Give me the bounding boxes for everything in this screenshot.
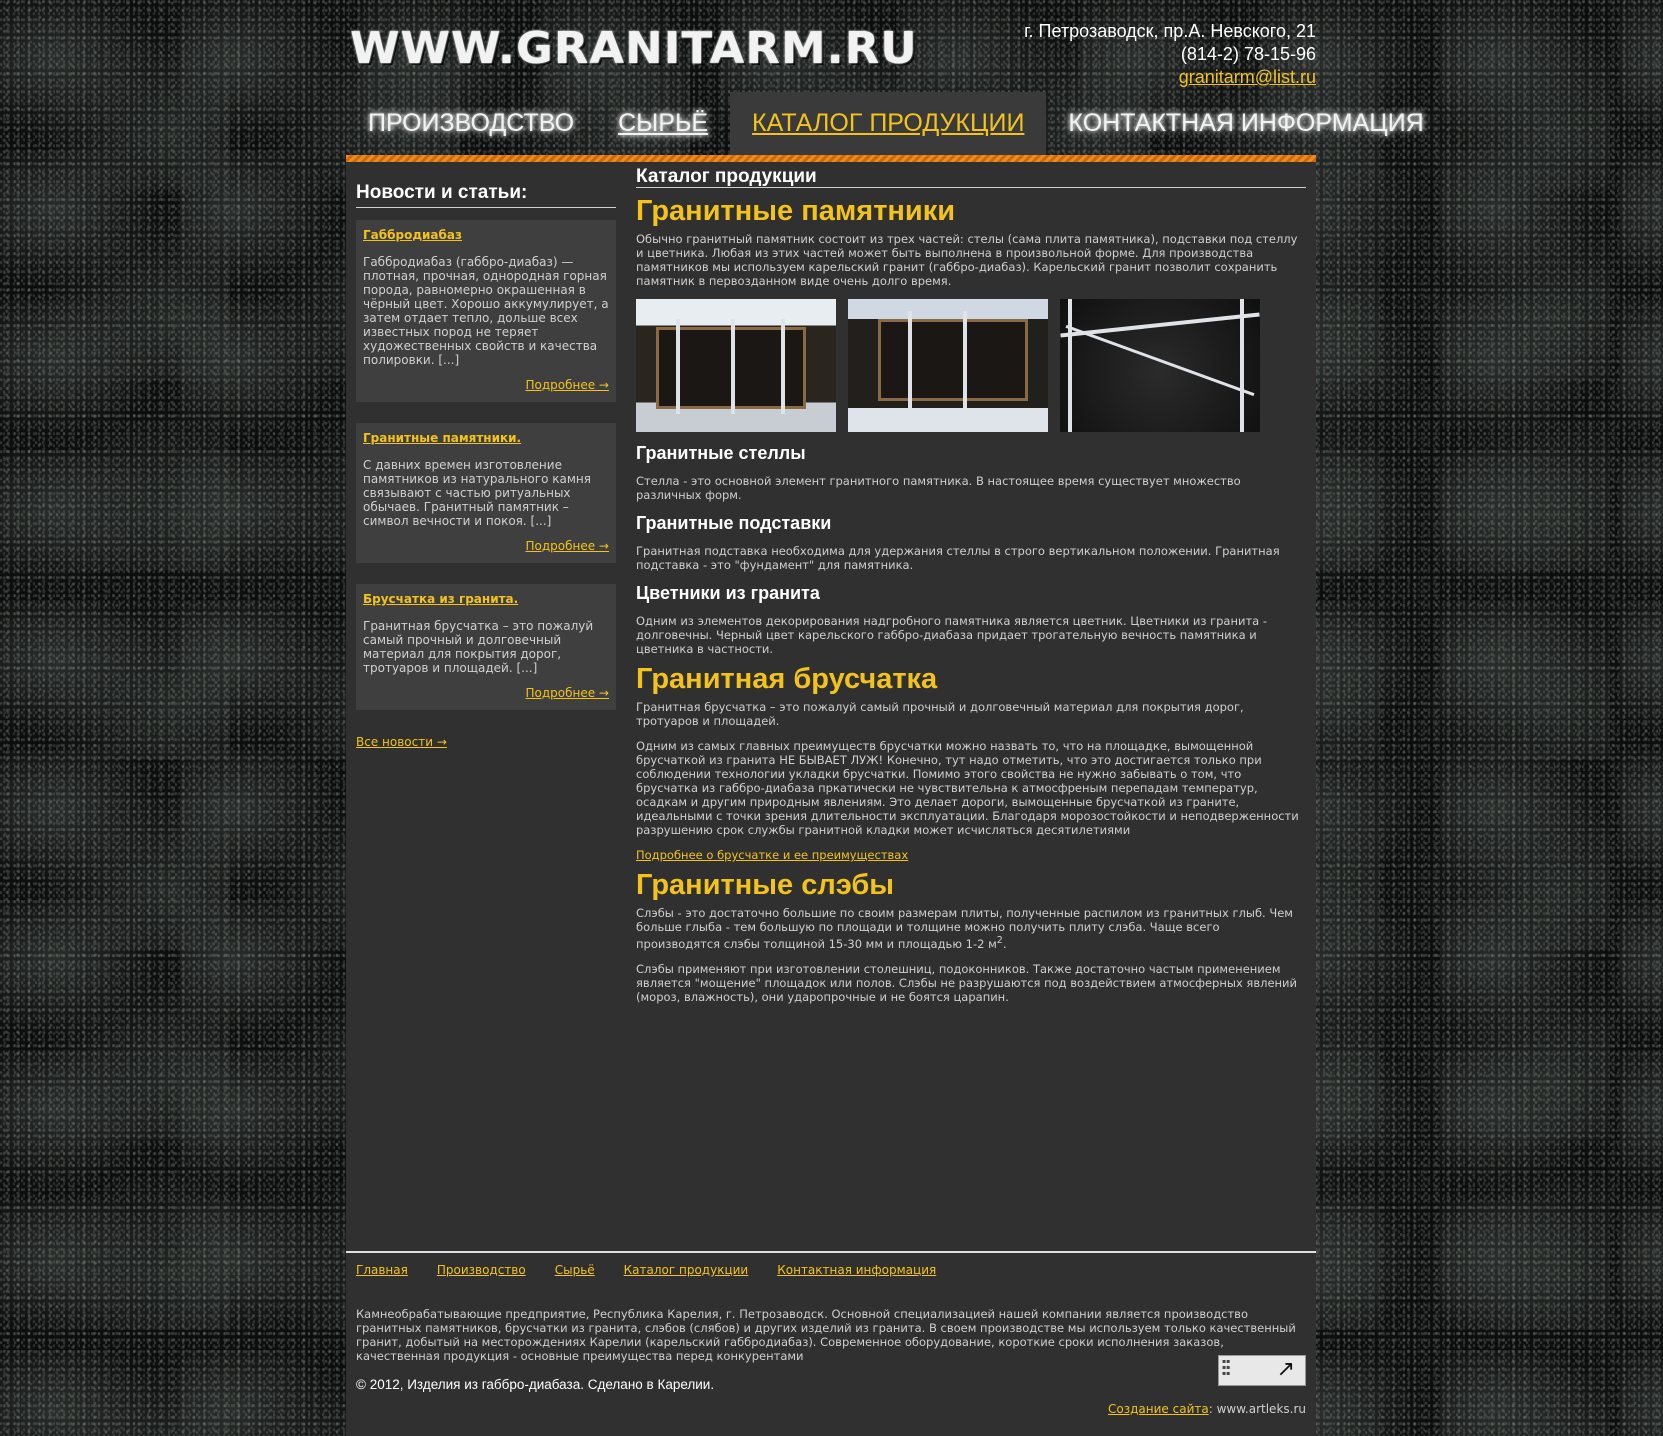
menu-item-catalog[interactable]: КАТАЛОГ ПРОДУКЦИИ <box>730 92 1046 155</box>
section-text <box>636 906 1306 951</box>
news-title[interactable]: Гранитные памятники. <box>363 431 522 445</box>
credit-link[interactable]: Создание сайта <box>1108 1402 1209 1416</box>
news-item <box>356 423 616 563</box>
logo-text: WWW.GRANITARM.RU <box>350 22 918 74</box>
product-photo[interactable] <box>1060 299 1260 432</box>
news-more-link[interactable]: Подробнее → <box>525 686 609 700</box>
content <box>636 166 1306 1015</box>
header <box>346 0 1424 155</box>
sidebar <box>356 182 616 750</box>
footer-link-home[interactable]: Главная <box>356 1263 408 1277</box>
page-wrapper <box>346 0 1424 1416</box>
menu-item-production[interactable]: ПРОИЗВОДСТВО <box>368 109 575 137</box>
header-contacts <box>1024 20 1316 89</box>
section-title-slabs: Гранитные слэбы <box>636 869 895 901</box>
copyright: © 2012, Изделия из габбро-диабаза. Сделано в Карелии. <box>356 1377 715 1392</box>
news-more-link[interactable]: Подробнее → <box>525 539 609 553</box>
subsection-text: Гранитная подставка необходима для удержания стеллы в строго вертикальном положении. Гранитная подставка - это "фундамент" для памятника. <box>636 544 1280 572</box>
main-menu <box>346 92 1446 155</box>
site-credit <box>1108 1402 1306 1416</box>
footer-link-catalog[interactable]: Каталог продукции <box>623 1263 749 1277</box>
news-more-link[interactable]: Подробнее → <box>525 378 609 392</box>
subsection-text: Стелла - это основной элемент гранитного памятника. В настоящее время существует множество различных форм. <box>636 474 1241 502</box>
slab-text-end: . <box>1002 936 1007 951</box>
menu-item-contacts[interactable]: КОНТАКТНАЯ ИНФОРМАЦИЯ <box>1068 109 1424 137</box>
section-text: Слэбы применяют при изготовлении столешниц, подоконников. Также достаточно частым применением является "мощение" площадок или полов. Слэбы не разрушаются под воздействием атмосферных явлений (мороз, влажность), они ударопрочные и не боятся царапин. <box>636 961 1297 1004</box>
paving-more-link[interactable]: Подробнее о брусчатке и ее преимуществах <box>636 848 909 862</box>
photo-gallery <box>636 299 1306 432</box>
news-title[interactable]: Габбродиабаз <box>363 228 462 242</box>
phone: (814-2) 78-15-96 <box>1180 44 1316 64</box>
news-item <box>356 220 616 402</box>
site-logo[interactable] <box>350 18 918 78</box>
section-text: Одним из самых главных преимуществ брусчатки можно назвать то, что на площадке, вымощенной брусчаткой из гранита НЕ БЫВАЕТ ЛУЖ! Конечно, тут надо отметить, что это достигается только при соблюдении технологии укладки брусчатки. Помимо этого свойства не нужно забывать о том, что брусчатка из габбро-диабаза пркатически не чувствительна к атмосфреным перепадам температур, осадкам и другим природным явлениям. Это делает дороги, вымощенные брусчаткой из граните, идеальными с точки зрения длительности эксплуатации. Благодаря морозостойкости и неподверженности разрушению срок службы гранитной кладки может исчисляться десятилетиями <box>636 739 1299 837</box>
section-text: Гранитная брусчатка – это пожалуй самый прочный и долговечный материал для покрытия дорог, тротуаров и площадей. <box>636 700 1244 728</box>
product-photo[interactable] <box>636 299 836 432</box>
main-area <box>346 155 1316 1416</box>
subsection-title: Гранитные стеллы <box>636 443 806 463</box>
section-title-monuments: Гранитные памятники <box>636 195 956 227</box>
orange-stripe <box>346 155 1316 162</box>
subsection-text: Одним из элементов декорирования надгробного памятника является цветник. Цветники из гранита - долговечны. Черный цвет карельского габбро-диабаза придает трогательную вечность памятника и цветника в частности. <box>636 614 1268 656</box>
footer-nav <box>356 1263 936 1277</box>
news-title[interactable]: Брусчатка из гранита. <box>363 592 519 606</box>
product-photo[interactable] <box>848 299 1048 432</box>
address: г. Петрозаводск, пр.А. Невского, 21 <box>1024 21 1316 41</box>
sidebar-title: Новости и статьи: <box>356 182 616 208</box>
section-title-paving: Гранитная брусчатка <box>636 663 938 695</box>
footer-link-contacts[interactable]: Контактная информация <box>777 1263 937 1277</box>
superscript: 2 <box>996 935 1003 946</box>
page-title: Каталог продукции <box>636 170 1306 188</box>
news-body: Гранитная брусчатка – это пожалуй самый прочный и долговечный материал для покрытия дорог, тротуаров и площадей. [...] <box>363 619 594 675</box>
slab-text: Слэбы - это достаточно большие по своим размерам плиты, полученные распилом из гранитных глыб. Чем больше глыба - тем большую по площади и толщине можно получить плиту слэба. Чаще всего производятся слэбы толщиной 15-30 мм и площадью 1-2 м <box>636 906 1293 951</box>
footer-link-raw[interactable]: Сырьё <box>554 1263 595 1277</box>
counter-badge[interactable] <box>1218 1355 1306 1386</box>
footer-link-production[interactable]: Производство <box>436 1263 526 1277</box>
footer-description: Камнеобрабатывающие предприятие, Республика Карелия, г. Петрозаводск. Основной специализацией нашей компании является производство гранитных памятников, брусчатки из гранита, слэбов (слябов) и других изделий из гранита. В своем производстве мы используем только качественный гранит, добытый на месторождениях Карелии (карельский габбродиабаз). Современное оборудование, короткие сроки исполнения заказов, качественная продукция - основные преимущества перед конкурентами <box>356 1307 1296 1363</box>
email-link[interactable]: granitarm@list.ru <box>1178 67 1316 87</box>
counter-digits: ▪▪ ▪▪ ▪▪ <box>1222 1358 1231 1377</box>
news-body: С давних времен изготовление памятников из натурального камня связывают с частью ритуальных обычаев. Гранитный памятник – символ вечности и покоя. [...] <box>363 458 591 528</box>
menu-item-raw[interactable]: СЫРЬЁ <box>618 109 709 137</box>
news-body: Габбродиабаз (габбро-диабаз) — плотная, прочная, однородная горная порода, равномерно окрашенная в чёрный цвет. Хорошо аккумулирует, а затем отдает тепло, дольше всех известных пород не теряет художественных свойств и качества полировки. [...] <box>363 255 609 367</box>
arrow-icon: ↗ <box>1276 1357 1295 1382</box>
subsection-title: Гранитные подставки <box>636 513 832 533</box>
section-text: Обычно гранитный памятник состоит из трех частей: стелы (сама плита памятника), подставки под стеллу и цветника. Любая из этих частей может быть выполнена в произвольной форме. Для производства памятников мы используем карельский гранит (габбро-диабаз). Карельский гранит позволит сохранить памятник в первозданном виде очень долго время. <box>636 232 1298 288</box>
news-item <box>356 584 616 710</box>
subsection-title: Цветники из гранита <box>636 583 820 603</box>
credit-text: : www.artleks.ru <box>1208 1402 1306 1416</box>
all-news-link[interactable]: Все новости → <box>356 735 447 749</box>
